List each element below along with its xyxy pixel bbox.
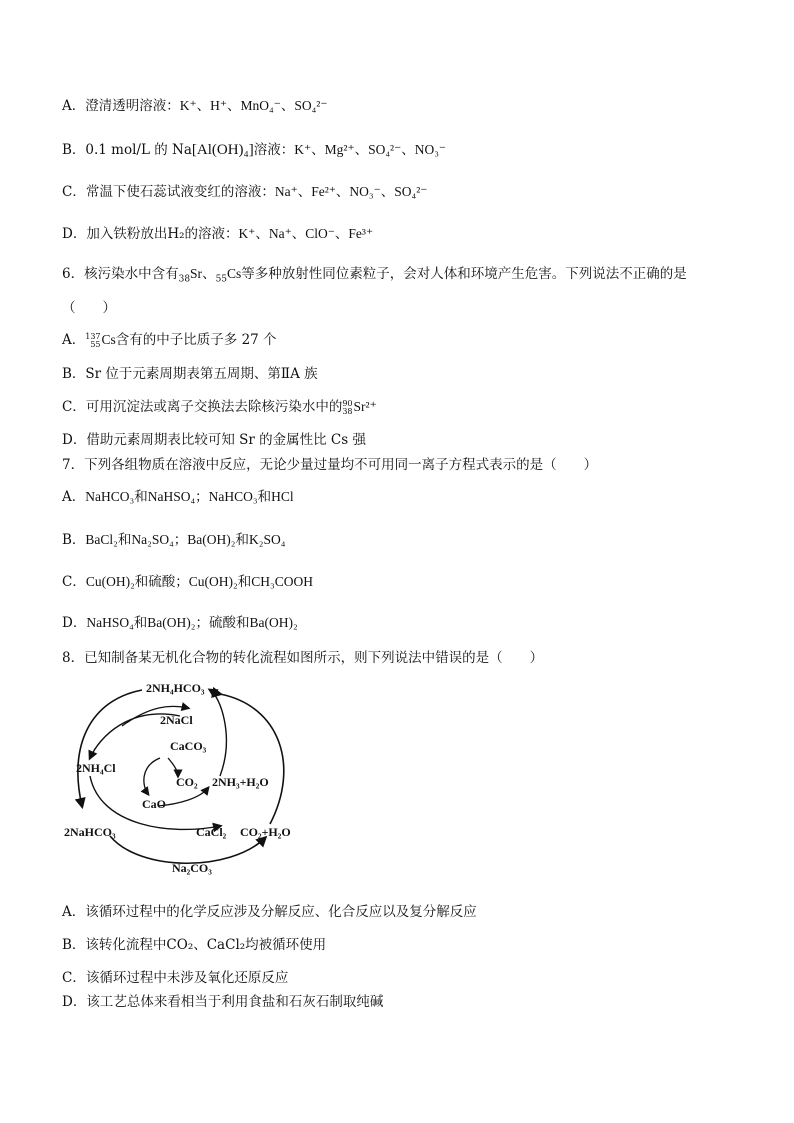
q7-option-c: C．Cu(OH)₂和硫酸；Cu(OH)₂和CH₃COOH [62, 574, 313, 590]
label-co2: CO₂ [176, 775, 198, 789]
arc-nh3-nh4hco3 [210, 690, 226, 776]
arc-caco3-co2 [168, 758, 178, 776]
label-caco3: CaCO₃ [170, 739, 207, 753]
arc-caco3-cao [144, 758, 160, 794]
q7-option-a: A．NaHCO₃和NaHSO₄；NaHCO₃和HCl [62, 489, 294, 505]
label-co2-h2o: CO₂+H₂O [240, 825, 291, 839]
q7-stem: 7．下列各组物质在溶液中反应，无论少量过量均不可用同一离子方程式表示的是（ ） [62, 457, 598, 473]
q6-option-d: D．借助元素周期表比较可知 Sr 的金属性比 Cs 强 [62, 432, 366, 448]
q6-option-c: C．可用沉淀法或离子交换法去除核污染水中的 90 38 Sr²⁺ [62, 398, 377, 416]
label-nh4cl: 2NH₄Cl [76, 761, 116, 775]
q6-option-b: B．Sr 位于元素周期表第五周期、第ⅡA 族 [62, 366, 318, 382]
label-nacl: 2NaCl [160, 713, 193, 727]
q7-option-d: D．NaHSO₄和Ba(OH)₂；硫酸和Ba(OH)₂ [62, 615, 298, 631]
q5-option-a: A．澄清透明溶液：K⁺、H⁺、MnO₄⁻、SO₄²⁻ [62, 98, 328, 114]
q6-option-a: A． 137 55 Cs含有的中子比质子多 27 个 [62, 331, 277, 349]
q8-cycle-diagram [60, 676, 320, 876]
q8-stem: 8．已知制备某无机化合物的转化流程如图所示，则下列说法中错误的是（ ） [62, 650, 544, 666]
q8-option-b: B．该转化流程中CO₂、CaCl₂均被循环使用 [62, 937, 327, 953]
q8-option-d: D．该工艺总体来看相当于利用食盐和石灰石制取纯碱 [62, 994, 384, 1010]
arc-bottom-outer [110, 836, 265, 863]
label-nh4hco3: 2NH₄HCO₃ [146, 681, 205, 695]
q5-option-d: D．加入铁粉放出H₂的溶液：K⁺、Na⁺、ClO⁻、Fe³⁺ [62, 226, 374, 242]
q7-option-b: B．BaCl₂和Na₂SO₄；Ba(OH)₂和K₂SO₄ [62, 532, 286, 548]
label-cao: CaO [142, 797, 166, 811]
label-cacl2: CaCl₂ [196, 825, 227, 839]
label-na2co3: Na₂CO₃ [172, 861, 212, 875]
arc-left-outer [78, 690, 142, 806]
label-nahco3: 2NaHCO₃ [64, 825, 116, 839]
q8-option-a: A．该循环过程中的化学反应涉及分解反应、化合反应以及复分解反应 [62, 904, 477, 920]
q5-option-c: C．常温下使石蕊试液变红的溶液：Na⁺、Fe²⁺、NO₃⁻、SO₄²⁻ [62, 184, 428, 200]
q5-option-b: B．0.1 mol/L 的 Na[Al(OH)₄]溶液：K⁺、Mg²⁺、SO₄²⁻、NO₃⁻ [62, 142, 447, 158]
q6-stem: 6．核污染水中含有$_{38}$Sr、$_{55}$Cs等多种放射性同位素粒子，会对人体和环境产生危害。下列说法不正确的是 [62, 266, 687, 285]
label-nh3-h2o: 2NH₃+H₂O [212, 775, 269, 789]
arc-right-outer [220, 694, 284, 824]
q8-option-c: C．该循环过程中未涉及氧化还原反应 [62, 970, 289, 986]
q6-answer-blank: （ ） [62, 300, 116, 316]
